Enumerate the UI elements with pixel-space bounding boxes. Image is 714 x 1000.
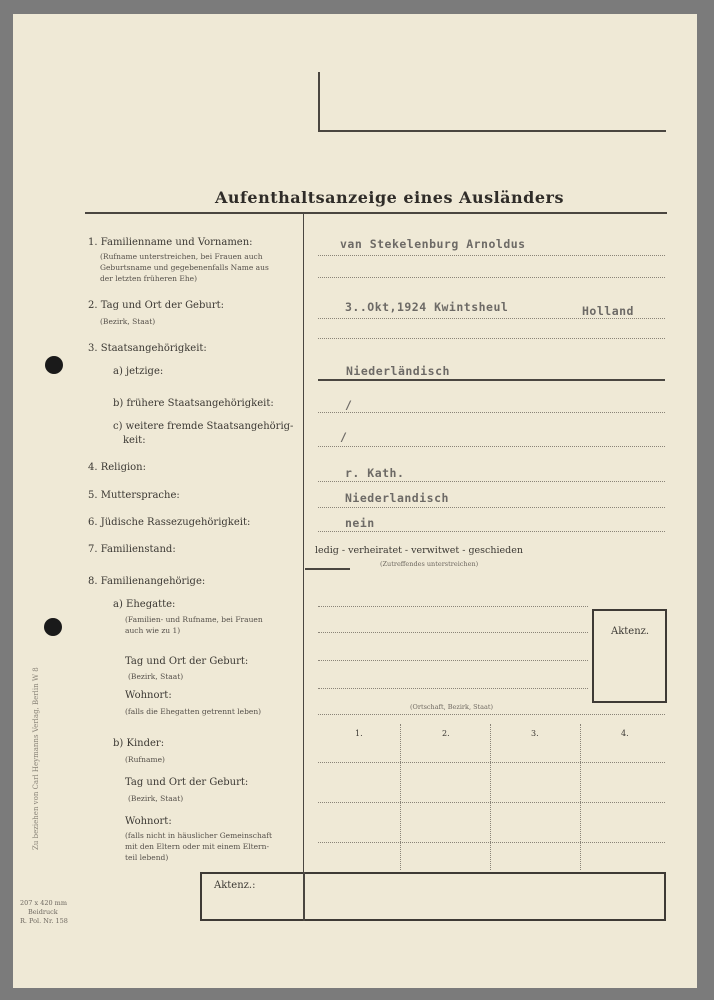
field-5-label: 5. Muttersprache: bbox=[88, 490, 180, 501]
spouse-line-3 bbox=[318, 660, 588, 661]
header-box-left-edge bbox=[318, 72, 320, 132]
aktenz-box-label: Aktenz. bbox=[611, 626, 650, 637]
field-8a-home-hint: (falls die Ehegatten getrennt leben) bbox=[125, 707, 262, 716]
field-7-line bbox=[305, 568, 350, 570]
field-4-line bbox=[318, 481, 665, 482]
field-3-label: 3. Staatsangehörigkeit: bbox=[88, 343, 207, 354]
children-col-3: 3. bbox=[531, 729, 539, 738]
form-title: Aufenthaltsanzeige eines Ausländers bbox=[215, 188, 564, 207]
field-1-hint-1: (Rufname unterstreichen, bei Frauen auch bbox=[100, 252, 263, 261]
header-box-bottom-edge bbox=[318, 130, 666, 132]
spouse-line-2 bbox=[318, 632, 588, 633]
field-8b-home-label: Wohnort: bbox=[125, 816, 172, 827]
field-3b-label: b) frühere Staatsangehörigkeit: bbox=[113, 398, 274, 409]
field-4-value: r. Kath. bbox=[345, 466, 405, 480]
field-2-line bbox=[318, 318, 665, 319]
field-3c-label-2: keit: bbox=[123, 435, 146, 446]
children-divider-2 bbox=[490, 724, 491, 870]
field-7-hint: (Zutreffendes unterstreichen) bbox=[380, 560, 479, 568]
field-8b-home-hint-3: teil lebend) bbox=[125, 853, 169, 862]
children-col-1: 1. bbox=[355, 729, 363, 738]
field-8a-hint-2: auch wie zu 1) bbox=[125, 626, 181, 635]
field-8b-home-hint-2: mit den Eltern oder mit einem Eltern- bbox=[125, 842, 269, 851]
punch-hole-bottom bbox=[44, 618, 62, 636]
field-6-value: nein bbox=[345, 516, 375, 530]
size-note-1: 207 x 420 mm bbox=[20, 899, 68, 907]
size-note-2: Beidruck bbox=[28, 908, 58, 916]
spouse-line-4 bbox=[318, 688, 588, 689]
field-1-hint-3: der letzten früheren Ehe) bbox=[100, 274, 198, 283]
field-8b-label: b) Kinder: bbox=[113, 738, 165, 749]
field-5-line bbox=[318, 507, 665, 508]
column-divider bbox=[303, 213, 304, 918]
field-1-line-2 bbox=[318, 277, 665, 278]
field-3c-label-1: c) weitere fremde Staatsangehörig- bbox=[113, 421, 294, 432]
field-3a-line bbox=[318, 379, 665, 381]
aktenz-bar bbox=[200, 872, 666, 921]
field-8-label: 8. Familienangehörige: bbox=[88, 576, 206, 587]
field-6-line bbox=[318, 531, 665, 532]
aktenz-box bbox=[592, 609, 667, 703]
field-8a-birth-hint: (Bezirk, Staat) bbox=[128, 672, 184, 681]
field-3b-line bbox=[318, 412, 665, 413]
title-rule bbox=[85, 212, 667, 214]
field-8a-birth-label: Tag und Ort der Geburt: bbox=[125, 656, 249, 667]
publisher-imprint: Zu beziehen von Carl Heymanns Verlag, Berlin W 8 bbox=[32, 667, 40, 850]
field-2-value: 3..Okt,1924 Kwintsheul bbox=[345, 300, 509, 314]
children-col-4: 4. bbox=[621, 729, 629, 738]
field-1-hint-2: Geburtsname und gegebenenfalls Name aus bbox=[100, 263, 269, 272]
children-line-1 bbox=[318, 762, 665, 763]
field-2-line-2 bbox=[318, 338, 665, 339]
spouse-line-1 bbox=[318, 606, 588, 607]
field-6-label: 6. Jüdische Rassezugehörigkeit: bbox=[88, 517, 251, 528]
field-5-value: Niederlandisch bbox=[345, 491, 449, 505]
field-2-value-country: Holland bbox=[582, 304, 634, 318]
field-7-value: ledig - verheiratet - verwitwet - geschieden bbox=[315, 545, 523, 556]
children-divider-1 bbox=[400, 724, 401, 870]
children-line-2 bbox=[318, 802, 665, 803]
field-2-label: 2. Tag und Ort der Geburt: bbox=[88, 300, 224, 311]
size-note-3: R. Pol. Nr. 158 bbox=[20, 917, 68, 925]
field-7-label: 7. Familienstand: bbox=[88, 544, 176, 555]
field-3a-label: a) jetzige: bbox=[113, 366, 164, 377]
bezirk-line bbox=[318, 714, 665, 715]
field-8a-label: a) Ehegatte: bbox=[113, 599, 176, 610]
field-8b-birth-hint: (Bezirk, Staat) bbox=[128, 794, 184, 803]
field-8b-hint: (Rufname) bbox=[125, 755, 165, 764]
field-2-hint: (Bezirk, Staat) bbox=[100, 317, 156, 326]
field-3a-value: Niederländisch bbox=[346, 364, 450, 378]
field-8a-home-label: Wohnort: bbox=[125, 690, 172, 701]
field-4-label: 4. Religion: bbox=[88, 462, 146, 473]
field-1-value: van Stekelenburg Arnoldus bbox=[340, 237, 526, 251]
field-8b-birth-label: Tag und Ort der Geburt: bbox=[125, 777, 249, 788]
aktenz-bar-label: Aktenz.: bbox=[214, 880, 256, 891]
field-8b-home-hint-1: (falls nicht in häuslicher Gemeinschaft bbox=[125, 831, 273, 840]
field-1-label: 1. Familienname und Vornamen: bbox=[88, 237, 253, 248]
field-1-line-1 bbox=[318, 255, 665, 256]
field-3c-line bbox=[318, 446, 665, 447]
children-col-2: 2. bbox=[442, 729, 450, 738]
children-divider-3 bbox=[580, 724, 581, 870]
field-8a-hint-1: (Familien- und Rufname, bei Frauen bbox=[125, 615, 263, 624]
aktenz-bar-divider bbox=[303, 872, 305, 921]
field-3c-value: / bbox=[340, 430, 348, 444]
children-line-3 bbox=[318, 842, 665, 843]
bezirk-hint: (Ortschaft, Bezirk, Staat) bbox=[410, 703, 494, 711]
field-3b-value: / bbox=[345, 398, 353, 412]
punch-hole-top bbox=[45, 356, 63, 374]
